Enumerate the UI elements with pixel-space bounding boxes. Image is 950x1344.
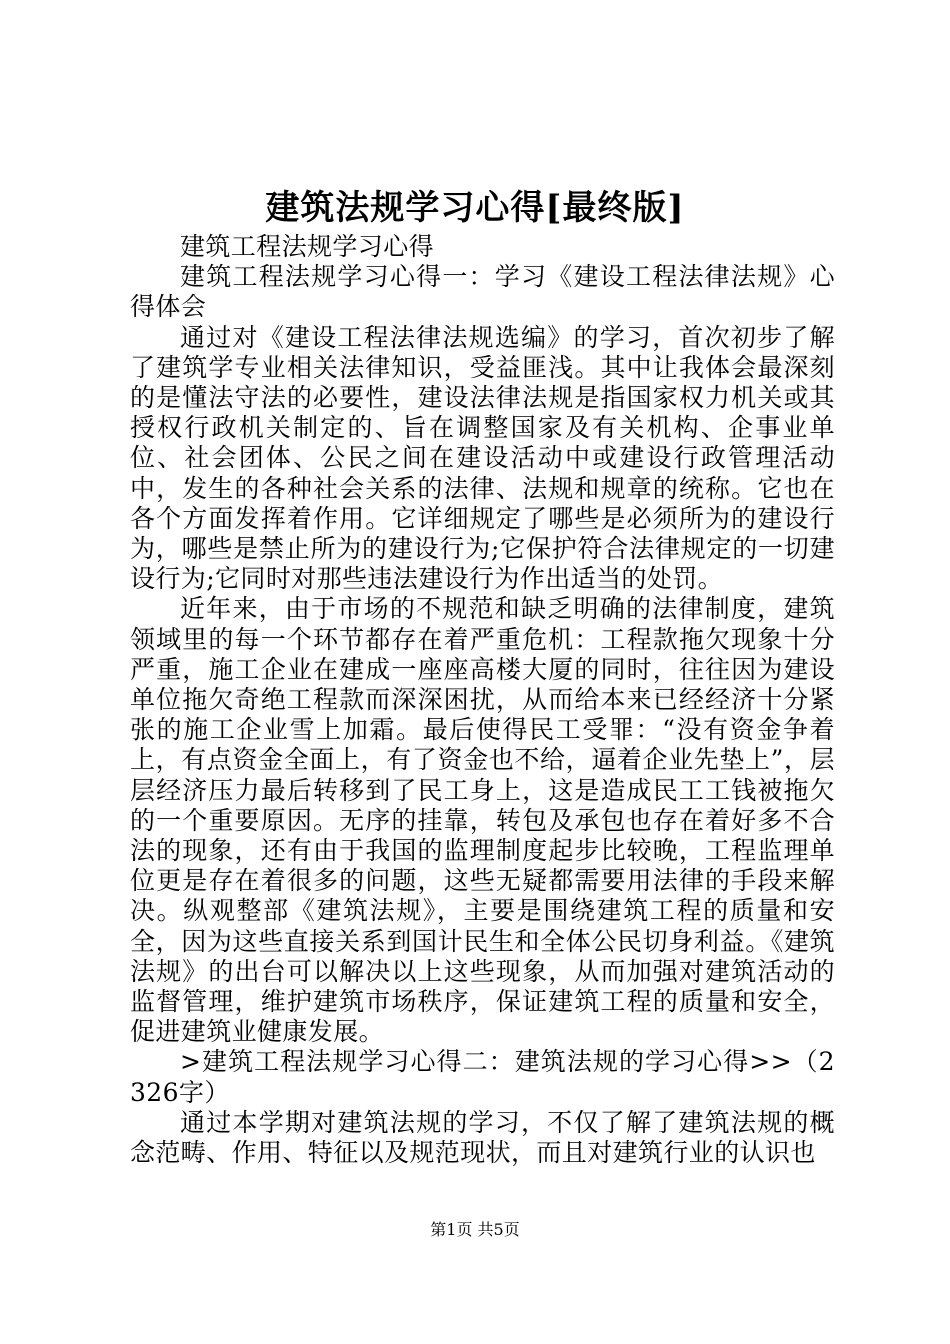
document-title: 建筑法规学习心得[最终版]	[265, 188, 685, 228]
section-heading-2: >建筑工程法规学习心得二：建筑法规的学习心得>>（2326字）	[130, 1047, 835, 1107]
body-paragraph: 通过对《建设工程法律法规选编》的学习，首次初步了解了建筑学专业相关法律知识，受益匪浅。其中让我体会最深刻的是懂法守法的必要性，建设法律法规是指国家权力机关或其授权行政机关制定的、旨在调整国家及有关机构、企事业单位、社会团体、公民之间在建设活动中或建设行政管理活动中，发生的各种社会关系的法律、法规和规章的统称。它也在各个方面发挥着作用。它详细规定了哪些是必须所为的建设行为，哪些是禁止所为的建设行为;它保护符合法律规定的一切建设行为;它同时对那些违法建设行为作出适当的处罚。	[130, 322, 835, 594]
section-heading-1: 建筑工程法规学习心得一：学习《建设工程法律法规》心得体会	[130, 262, 835, 322]
document-body	[130, 232, 835, 1168]
body-paragraph: 通过本学期对建筑法规的学习，不仅了解了建筑法规的概念范畴、作用、特征以及规范现状，而且对建筑行业的认识也	[130, 1107, 835, 1168]
page-number-footer: 第1页 共5页	[430, 1220, 520, 1239]
subtitle-paragraph: 建筑工程法规学习心得	[180, 232, 435, 261]
body-paragraph: 近年来，由于市场的不规范和缺乏明确的法律制度，建筑领域里的每一个环节都存在着严重危机：工程款拖欠现象十分严重，施工企业在建成一座座高楼大厦的同时，往往因为建设单位拖欠奇绝工程款而深深困扰，从而给本来已经经济十分紧张的施工企业雪上加霜。最后使得民工受罪：“没有资金争着上，有点资金全面上，有了资金也不给，逼着企业先垫上”，层层经济压力最后转移到了民工身上，这是造成民工工钱被拖欠的一个重要原因。无序的挂靠，转包及承包也存在着好多不合法的现象，还有由于我国的监理制度起步比较晚，工程监理单位更是存在着很多的问题，这些无疑都需要用法律的手段来解决。纵观整部《建筑法规》，主要是围绕建筑工程的质量和安全，因为这些直接关系到国计民生和全体公民切身利益。《建筑法规》的出台可以解决以上这些现象，从而加强对建筑活动的监督管理，维护建筑市场秩序，保证建筑工程的质量和安全，促进建筑业健康发展。	[130, 594, 835, 1047]
